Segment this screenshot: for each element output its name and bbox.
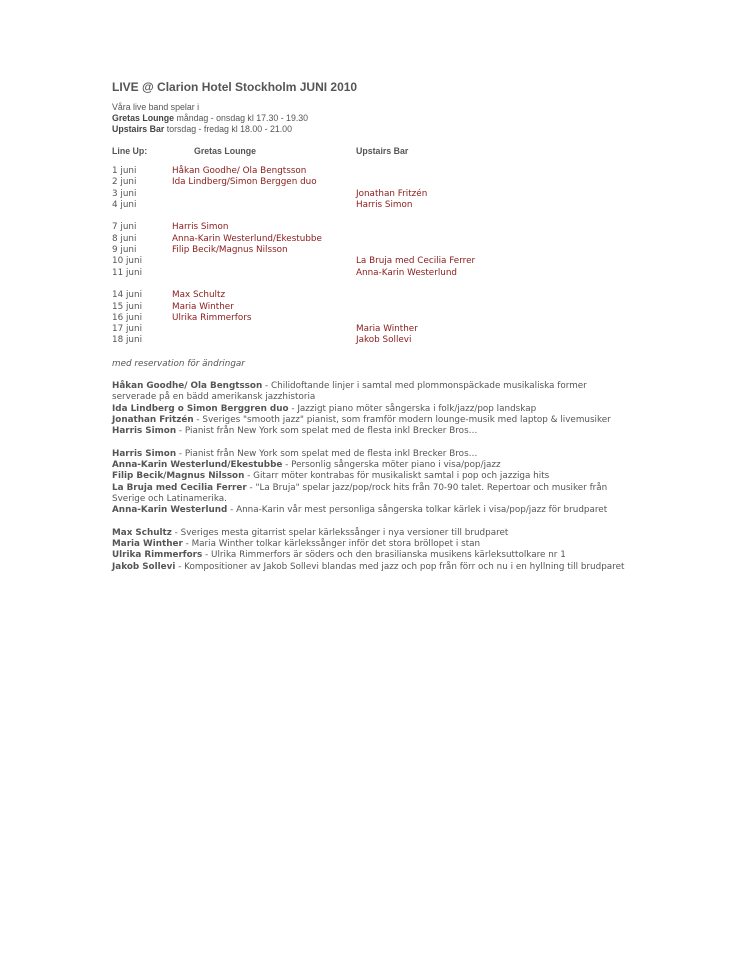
schedule-row — [112, 256, 712, 267]
upstairs-performer: La Bruja med Cecilia Ferrer — [356, 256, 476, 267]
venue-gretas-time: måndag - onsdag kl 17.30 - 19.30 — [174, 113, 309, 123]
upstairs-performer: Anna-Karin Westerlund — [356, 267, 458, 278]
artist-name: Filip Becik/Magnus Nilsson — [112, 471, 245, 482]
artist-name: Håkan Goodhe/ Ola Bengtsson — [112, 381, 263, 391]
schedule-date: 10 juni — [112, 256, 143, 267]
reservation-note: med reservation för ändringar — [112, 359, 245, 369]
artist-description — [112, 539, 627, 550]
schedule-spacer — [112, 279, 712, 290]
gretas-performer: Håkan Goodhe/ Ola Bengtsson — [172, 166, 307, 176]
gretas-performer: Ulrika Rimmerfors — [172, 312, 252, 323]
gretas-performer: Filip Becik/Magnus Nilsson — [172, 245, 288, 256]
schedule-date: 3 juni — [112, 188, 137, 199]
schedule-table — [112, 166, 712, 347]
artist-description-text: - Maria Winther tolkar kärlekssånger inför det stora bröllopet i stan — [182, 539, 481, 550]
schedule-row — [112, 200, 712, 211]
schedule-row — [112, 290, 712, 301]
artist-name: Anna-Karin Westerlund — [112, 505, 228, 516]
upstairs-column-header: Upstairs Bar — [356, 146, 409, 156]
artist-description-text: - Pianist från New York som spelat med de flesta inkl Brecker Bros… — [176, 426, 478, 437]
schedule-row — [112, 313, 712, 324]
upstairs-performer: Maria Winther — [356, 324, 418, 335]
description-gap — [112, 517, 627, 528]
artist-description — [112, 483, 627, 506]
artist-description-text: - Chilidoftande linjer i samtal med plommonspäckade musikaliska former serverade på en bädd amerikansk jazzhistoria — [112, 381, 587, 403]
artist-name: Harris Simon — [112, 426, 177, 437]
schedule-row — [112, 335, 712, 346]
artist-description-text: - Jazzigt piano möter sångerska i folk/jazz/pop landskap — [288, 403, 537, 414]
artist-description-text: - "La Bruja" spelar jazz/pop/rock hits från 70-90 talet. Repertoar och musiker från Sverige och Latinamerika. — [112, 482, 608, 504]
schedule-spacer — [112, 211, 712, 222]
artist-descriptions — [112, 381, 627, 573]
schedule-date: 9 juni — [112, 245, 137, 256]
schedule-date: 7 juni — [112, 222, 137, 233]
artist-name: La Bruja med Cecilia Ferrer — [112, 482, 247, 493]
schedule-row — [112, 302, 712, 313]
schedule-date: 4 juni — [112, 199, 137, 210]
artist-name: Ulrika Rimmerfors — [112, 550, 203, 561]
schedule-date: 16 juni — [112, 312, 143, 323]
artist-description-text: - Ulrika Rimmerfors är söders och den brasilianska musikens kärleksuttolkare nr 1 — [202, 550, 566, 561]
artist-description-text: - Sveriges mesta gitarrist spelar kärlekssånger i nya versioner till brudparet — [171, 527, 509, 538]
artist-name: Jonathan Fritzén — [112, 414, 194, 425]
artist-description — [112, 449, 627, 460]
artist-description-text: - Sveriges "smooth jazz" pianist, som framför modern lounge-musik med laptop & livemusiker — [193, 414, 611, 425]
schedule-row — [112, 268, 712, 279]
schedule-row — [112, 234, 712, 245]
venue-gretas-name: Gretas Lounge — [112, 113, 175, 123]
artist-description — [112, 550, 627, 561]
artist-description — [112, 381, 627, 404]
gretas-performer: Maria Winther — [172, 301, 234, 312]
artist-description — [112, 426, 627, 437]
schedule-row — [112, 177, 712, 188]
intro-block — [112, 102, 308, 135]
venue-upstairs-time: torsdag - fredag kl 18.00 - 21.00 — [164, 124, 292, 134]
schedule-row — [112, 166, 712, 177]
artist-description-text: - Kompositioner av Jakob Sollevi blandas med jazz och pop från förr och nu i en hyllning till brudparet — [175, 561, 625, 572]
venue-upstairs-name: Upstairs Bar — [112, 124, 165, 134]
artist-description — [112, 404, 627, 415]
schedule-date: 11 juni — [112, 267, 143, 278]
schedule-date: 14 juni — [112, 290, 143, 301]
artist-description-text: - Pianist från New York som spelat med de flesta inkl Brecker Bros… — [176, 448, 478, 459]
page-title: LIVE @ Clarion Hotel Stockholm JUNI 2010 — [112, 80, 358, 94]
lineup-label: Line Up: — [112, 146, 148, 156]
schedule-date: 15 juni — [112, 301, 143, 312]
artist-name: Harris Simon — [112, 448, 177, 459]
upstairs-performer: Jakob Sollevi — [356, 335, 412, 346]
artist-name: Maria Winther — [112, 539, 183, 550]
artist-description — [112, 505, 627, 516]
schedule-row — [112, 222, 712, 233]
gretas-performer: Anna-Karin Westerlund/Ekestubbe — [172, 233, 322, 244]
description-gap — [112, 437, 627, 448]
gretas-performer: Max Schultz — [172, 290, 226, 301]
schedule-date: 2 juni — [112, 177, 137, 188]
artist-description-text: - Personlig sångerska möter piano i visa/pop/jazz — [282, 460, 501, 471]
gretas-performer: Harris Simon — [172, 222, 229, 233]
schedule-date: 8 juni — [112, 233, 137, 244]
artist-description-text: - Anna-Karin vår mest personliga sångerska tolkar kärlek i visa/pop/jazz för brudparet — [227, 505, 608, 516]
schedule-row — [112, 324, 712, 335]
artist-name: Anna-Karin Westerlund/Ekestubbe — [112, 460, 283, 471]
venue-upstairs-hours — [112, 124, 308, 135]
schedule-date: 1 juni — [112, 166, 137, 176]
artist-name: Max Schultz — [112, 527, 172, 538]
gretas-performer: Ida Lindberg/Simon Berggen duo — [172, 177, 317, 188]
lineup-header — [112, 146, 712, 157]
gretas-column-header: Gretas Lounge — [194, 146, 257, 156]
artist-description — [112, 471, 627, 482]
intro-line: Våra live band spelar i — [112, 102, 200, 112]
schedule-row — [112, 189, 712, 200]
artist-description-text: - Gitarr möter kontrabas för musikaliskt samtal i pop och jazziga hits — [244, 471, 550, 482]
artist-description — [112, 460, 627, 471]
artist-description — [112, 562, 627, 573]
artist-name: Ida Lindberg o Simon Berggren duo — [112, 403, 289, 414]
schedule-row — [112, 245, 712, 256]
schedule-date: 18 juni — [112, 335, 143, 346]
upstairs-performer: Jonathan Fritzén — [356, 188, 428, 199]
upstairs-performer: Harris Simon — [356, 199, 413, 210]
venue-gretas-hours — [112, 113, 308, 124]
artist-description — [112, 528, 627, 539]
artist-name: Jakob Sollevi — [112, 561, 176, 572]
artist-description — [112, 415, 627, 426]
schedule-date: 17 juni — [112, 324, 143, 335]
